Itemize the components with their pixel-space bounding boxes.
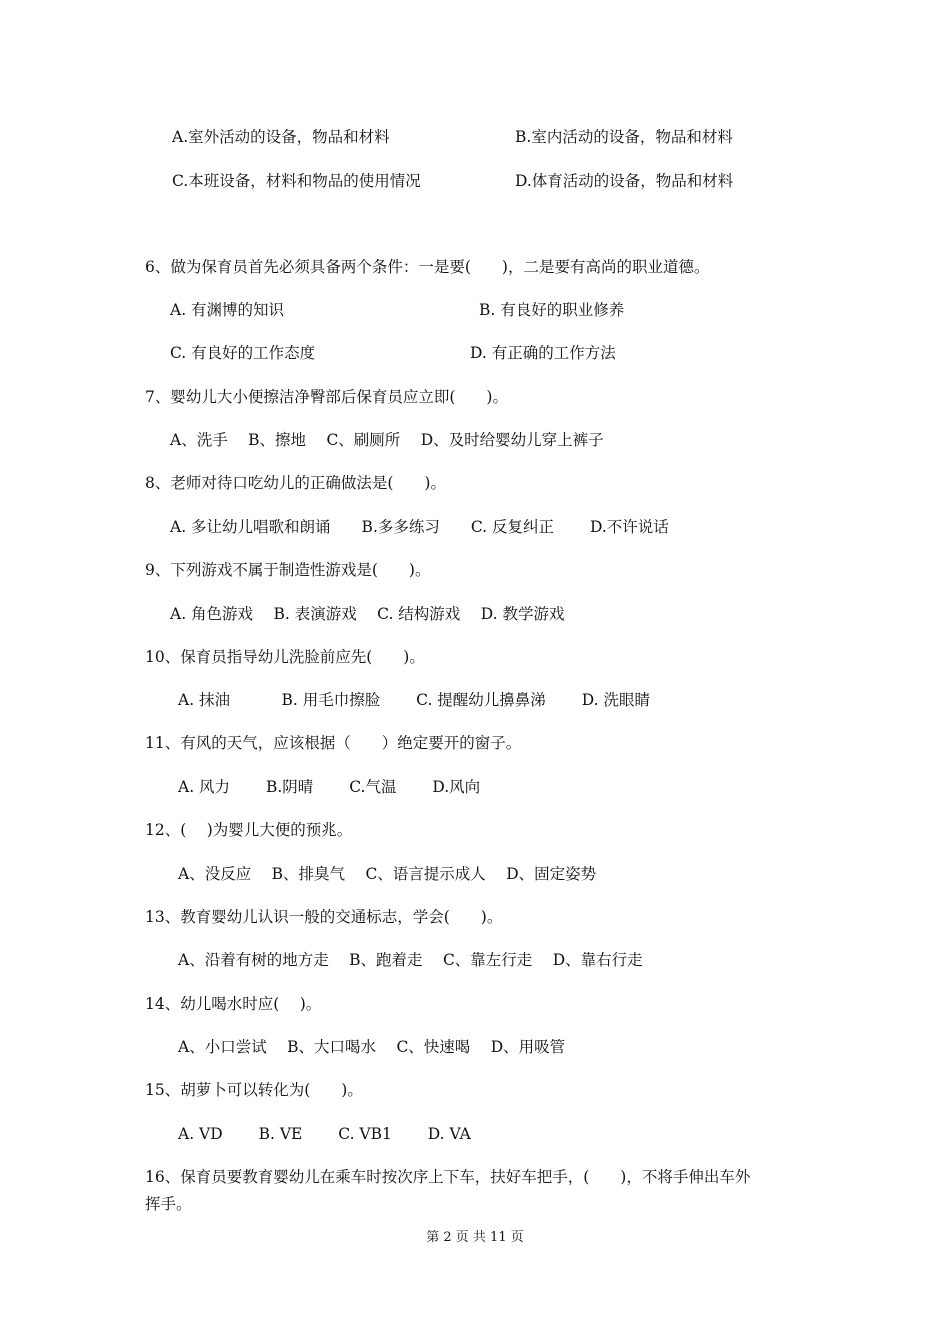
page-number-footer: 第 2 页 共 11 页 (426, 1230, 524, 1245)
q11-options: A. 风力 B.阴晴 C.气温 D.风向 (178, 778, 481, 796)
question-10: 10、保育员指导幼儿洗脸前应先( )。 (145, 648, 425, 666)
q6-option-b: B. 有良好的职业修养 (479, 301, 625, 319)
question-16-line-2: 挥手。 (145, 1195, 192, 1213)
question-9: 9、下列游戏不属于制造性游戏是( )。 (145, 561, 431, 579)
q6-option-a: A. 有渊博的知识 (170, 301, 285, 319)
q10-options: A. 抹油 B. 用毛巾擦脸 C. 提醒幼儿擤鼻涕 D. 洗眼睛 (178, 691, 650, 709)
q12-options: A、没反应 B、排臭气 C、语言提示成人 D、固定姿势 (178, 865, 597, 883)
q5-option-b: B.室内活动的设备，物品和材料 (515, 128, 733, 146)
question-14: 14、幼儿喝水时应( )。 (145, 995, 322, 1013)
question-7: 7、婴幼儿大小便擦洁净臀部后保育员应立即( )。 (145, 388, 508, 406)
question-16-line-1: 16、保育员要教育婴幼儿在乘车时按次序上下车，扶好车把手，( )，不将手伸出车外 (145, 1168, 751, 1186)
q5-option-a: A.室外活动的设备，物品和材料 (172, 128, 390, 146)
q9-options: A. 角色游戏 B. 表演游戏 C. 结构游戏 D. 教学游戏 (170, 605, 565, 623)
q14-options: A、小口尝试 B、大口喝水 C、快速喝 D、用吸管 (178, 1038, 566, 1056)
question-11: 11、有风的天气，应该根据（ ）绝定要开的窗子。 (145, 734, 522, 752)
question-13: 13、教育婴幼儿认识一般的交通标志，学会( )。 (145, 908, 503, 926)
q6-option-c: C. 有良好的工作态度 (170, 344, 316, 362)
q5-option-d: D.体育活动的设备，物品和材料 (515, 172, 734, 190)
q7-options: A、洗手 B、擦地 C、刷厕所 D、及时给婴幼儿穿上裤子 (170, 431, 604, 449)
q6-option-d: D. 有正确的工作方法 (470, 344, 616, 362)
question-12: 12、( )为婴儿大便的预兆。 (145, 821, 353, 839)
question-6: 6、做为保育员首先必须具备两个条件：一是要( )，二是要有高尚的职业道德。 (145, 258, 710, 276)
q8-options: A. 多让幼儿唱歌和朗诵 B.多多练习 C. 反复纠正 D.不许说话 (170, 518, 669, 536)
q15-options: A. VD B. VE C. VB1 D. VA (178, 1125, 471, 1143)
question-15: 15、胡萝卜可以转化为( )。 (145, 1081, 363, 1099)
q5-option-c: C.本班设备，材料和物品的使用情况 (172, 172, 421, 190)
q13-options: A、沿着有树的地方走 B、跑着走 C、靠左行走 D、靠右行走 (178, 951, 643, 969)
question-8: 8、老师对待口吃幼儿的正确做法是( )。 (145, 474, 446, 492)
